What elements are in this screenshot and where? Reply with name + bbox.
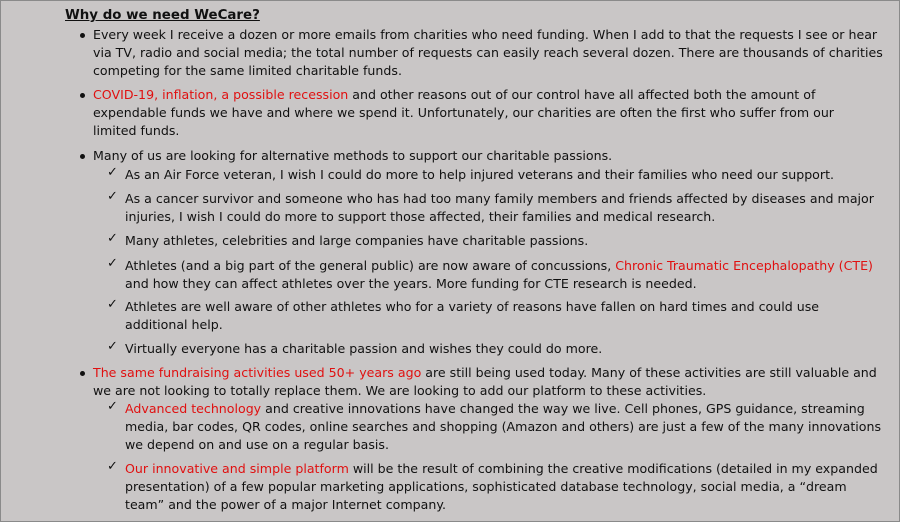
bullet-2-line-1 — [93, 86, 815, 104]
check-a2-line-1 — [125, 460, 878, 478]
check-4-line-1 — [125, 257, 873, 275]
check-a1-rest: and creative innovations have changed the way we live. Cell phones, GPS guidance, streaming — [261, 401, 865, 416]
bullet-4-line-2: we are not looking to totally replace them. We are looking to add our platform to these activities. — [93, 383, 707, 398]
checkmark-icon: ✓ — [107, 399, 118, 414]
check-6: Virtually everyone has a charitable passion and wishes they could do more. — [125, 341, 603, 356]
bullet-1-line-3: competing for the same limited charitable funds. — [93, 63, 402, 78]
check-4-pre: Athletes (and a big part of the general public) are now aware of concussions, — [125, 258, 616, 273]
bullet-1-line-2: via TV, radio and social media; the total number of requests can easily reach several dozen. There are thousands of charities — [93, 45, 883, 60]
highlight-covid: COVID-19, inflation, a possible recession — [93, 87, 349, 102]
check-5-line-2: additional help. — [125, 317, 223, 332]
checkmark-icon: ✓ — [107, 165, 118, 180]
bullet-3-line-1: Many of us are looking for alternative methods to support our charitable passions. — [93, 148, 613, 163]
checkmark-icon: ✓ — [107, 189, 118, 204]
highlight-platform: Our innovative and simple platform — [125, 461, 349, 476]
check-a1-line-1 — [125, 400, 865, 418]
bullet-dot — [80, 371, 85, 376]
check-a2-line-3: team” and the power of a major Internet company. — [125, 497, 446, 512]
bullet-2-line-1-rest: and other reasons out of our control have all affected both the amount of — [348, 87, 816, 102]
checkmark-icon: ✓ — [107, 256, 118, 271]
check-a1-line-3: we depend on and use on a regular basis. — [125, 437, 389, 452]
section-heading: Why do we need WeCare? — [65, 8, 260, 23]
check-a2-line-2: presentation) of a few popular marketing applications, sophisticated database technology, social media, a “dream — [125, 479, 847, 494]
check-a1-line-2: media, bar codes, QR codes, online searches and shopping (Amazon and others) are just a few of the many innovations — [125, 419, 881, 434]
bullet-dot — [80, 93, 85, 98]
bullet-4-line-1 — [93, 364, 877, 382]
checkmark-icon: ✓ — [107, 231, 118, 246]
check-4-line-2: and how they can affect athletes over the years. More funding for CTE research is needed. — [125, 276, 697, 291]
checkmark-icon: ✓ — [107, 459, 118, 474]
bullet-2-line-2: expendable funds we have and where we spend it. Unfortunately, our charities are often the first who suffer from our — [93, 105, 834, 120]
check-3: Many athletes, celebrities and large companies have charitable passions. — [125, 233, 589, 248]
bullet-dot — [80, 33, 85, 38]
bullet-2-line-3: limited funds. — [93, 123, 180, 138]
check-5-line-1: Athletes are well aware of other athletes who for a variety of reasons have fallen on hard times and could use — [125, 299, 820, 314]
bullet-4-line-1-rest: are still being used today. Many of these activities are still valuable and — [421, 365, 877, 380]
highlight-cte: Chronic Traumatic Encephalopathy (CTE) — [615, 258, 873, 273]
highlight-advanced-technology: Advanced technology — [125, 401, 262, 416]
check-a2-rest: will be the result of combining the creative modifications (detailed in my expanded — [348, 461, 878, 476]
check-2-line-1: As a cancer survivor and someone who has had too many family members and friends affected by diseases and major — [125, 191, 874, 206]
bullet-dot — [80, 154, 85, 159]
bullet-1-line-1: Every week I receive a dozen or more emails from charities who need funding. When I add to that the requests I see or hear — [93, 27, 878, 42]
checkmark-icon: ✓ — [107, 339, 118, 354]
check-2-line-2: injuries, I wish I could do more to support those affected, their families and medical research. — [125, 209, 716, 224]
check-1: As an Air Force veteran, I wish I could do more to help injured veterans and their families who need our support. — [125, 167, 835, 182]
highlight-fundraising: The same fundraising activities used 50+ years ago — [93, 365, 422, 380]
checkmark-icon: ✓ — [107, 297, 118, 312]
